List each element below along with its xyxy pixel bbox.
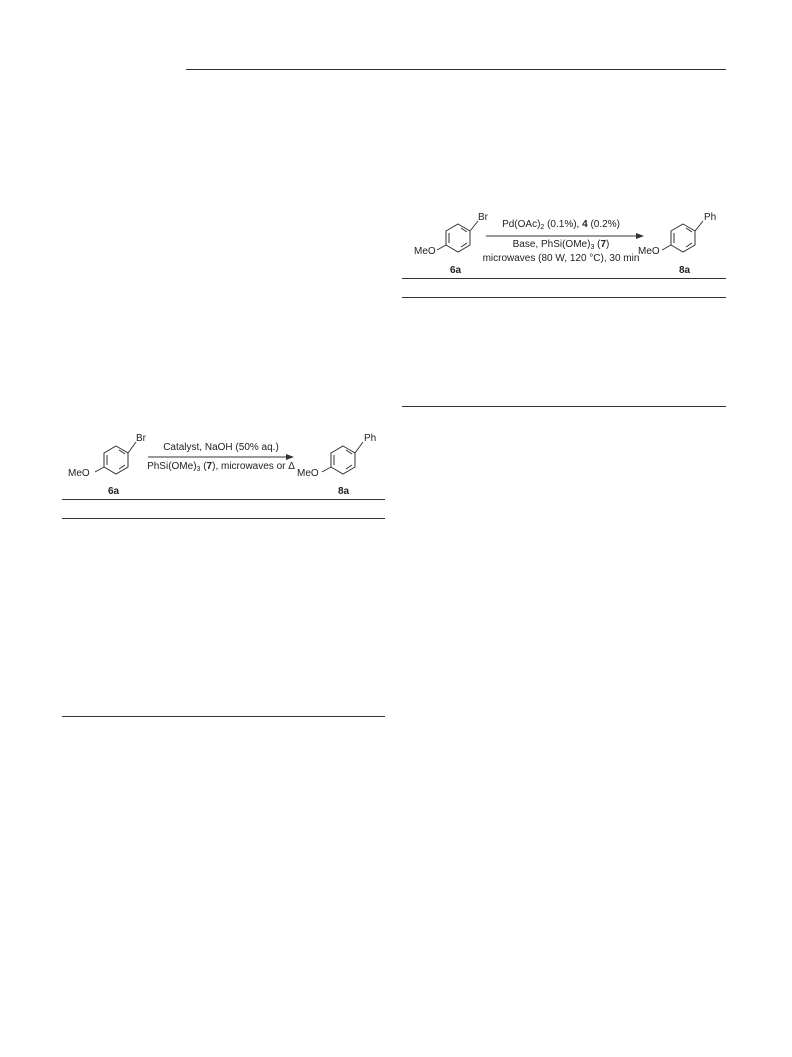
table-right-bottom-rule (402, 406, 726, 407)
methoxy-substituent: MeO (414, 246, 436, 257)
table-right-top-rule (402, 278, 726, 279)
conditions-line-3: microwaves (80 W, 120 °C), 30 min (482, 253, 640, 264)
methoxy-substituent-left: MeO (68, 468, 90, 479)
bromo-substituent: Br (478, 212, 488, 223)
conditions-left-line-2: $PhSi(OMe)_3$ (7), microwaves or Δ (147, 461, 295, 473)
reaction-arrow-head (636, 233, 644, 239)
conditions-line-2: Base, $PhSi(OMe)_3$ (7) (512, 239, 610, 251)
conditions-line-1: $Pd(OAc)_2$ (0.1%), 4 (0.2%) (502, 219, 620, 231)
reaction-arrow-head-left (286, 454, 294, 460)
reaction-scheme-left (64, 426, 386, 498)
product-label: 8a (679, 265, 691, 276)
table-left-bottom-rule (62, 716, 385, 717)
bromo-substituent-left: Br (136, 433, 146, 444)
reaction-scheme-right (404, 205, 726, 277)
phenyl-substituent: Ph (704, 212, 717, 223)
product-methoxy-substituent-left: MeO (297, 468, 319, 479)
reactant-label: 6a (450, 265, 462, 276)
header-rule (186, 69, 726, 70)
table-right-header-rule (402, 297, 726, 298)
phenyl-substituent-left: Ph (364, 433, 377, 444)
conditions-left-line-1: Catalyst, NaOH (50% aq.) (163, 442, 279, 453)
table-left-header-rule (62, 518, 385, 519)
reactant-label-left: 6a (108, 486, 120, 497)
product-label-left: 8a (338, 486, 350, 497)
table-left-top-rule (62, 499, 385, 500)
product-methoxy-substituent: MeO (638, 246, 660, 257)
